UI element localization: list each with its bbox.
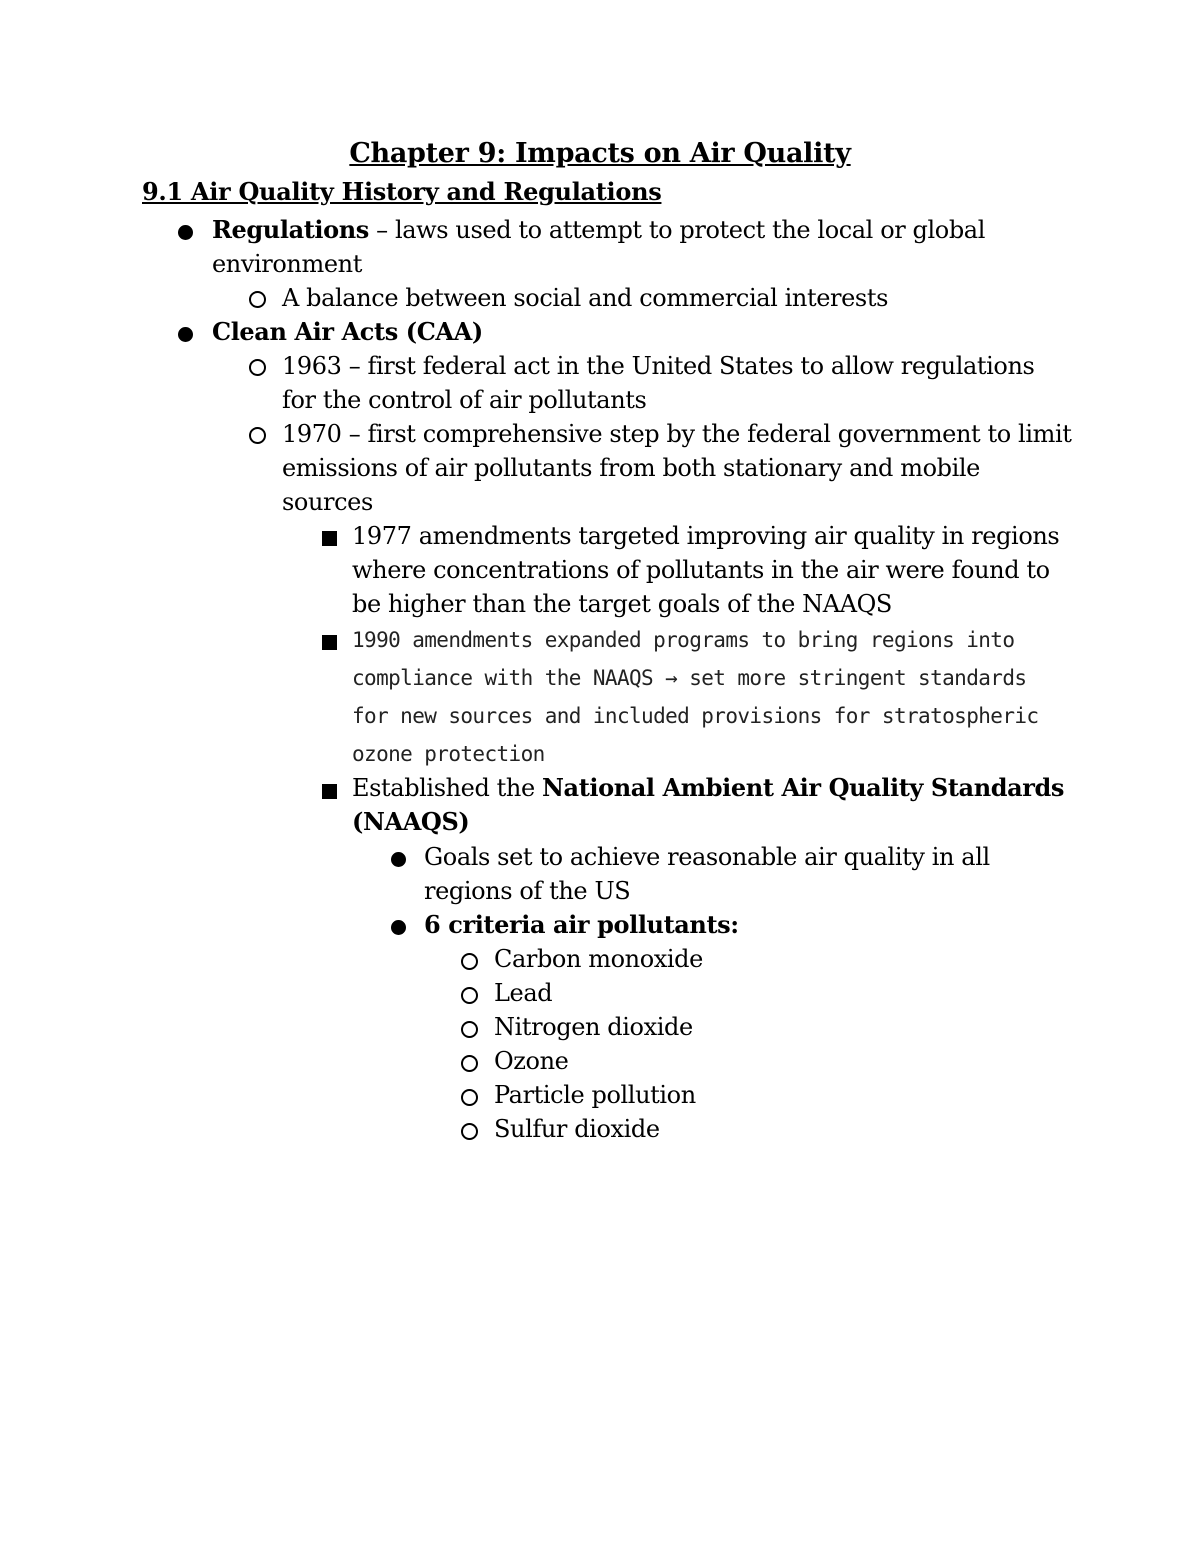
pollutant-item: Nitrogen dioxide — [494, 1013, 693, 1041]
bullet-circle-icon — [461, 987, 478, 1004]
list-item-goals: Goals set to achieve reasonable air quality in all regions of the US — [424, 843, 990, 905]
bullet-circle-icon — [461, 1021, 478, 1038]
page-title: Chapter 9: Impacts on Air Quality — [349, 138, 851, 169]
bullet-circle-icon — [461, 953, 478, 970]
naaqs-name: National Ambient Air Quality Standards (NAAQS) — [352, 773, 1065, 836]
bullet-disc-icon — [178, 327, 193, 342]
bullet-square-icon — [322, 635, 337, 650]
bullet-square-icon — [322, 784, 337, 799]
pollutant-item: Ozone — [494, 1047, 569, 1075]
list-item-criteria: 6 criteria air pollutants: — [424, 910, 739, 939]
list-item-1970: 1970 – first comprehensive step by the federal government to limit emissions of air pollutants from both stationary and mobile sources — [282, 420, 1072, 516]
list-item-regulations — [212, 213, 992, 281]
pollutant-item: Carbon monoxide — [494, 945, 703, 973]
pollutant-item: Particle pollution — [494, 1081, 696, 1109]
list-item-balance: A balance between social and commercial interests — [282, 284, 888, 312]
bullet-circle-icon — [461, 1055, 478, 1072]
pollutant-item: Sulfur dioxide — [494, 1115, 660, 1143]
list-item-caa: Clean Air Acts (CAA) — [212, 317, 483, 346]
bullet-circle-icon — [249, 291, 266, 308]
established-prefix: Established the — [352, 774, 543, 802]
bullet-disc-icon — [391, 852, 406, 867]
bullet-square-icon — [322, 531, 337, 546]
bullet-disc-icon — [178, 225, 193, 240]
bullet-disc-icon — [391, 920, 406, 935]
bullet-circle-icon — [249, 359, 266, 376]
list-item-1963: 1963 – first federal act in the United States to allow regulations for the control of air pollutants — [282, 352, 1035, 414]
regulations-definition: – laws used to attempt to protect the local or global environment — [212, 216, 985, 278]
section-heading: 9.1 Air Quality History and Regulations — [142, 177, 662, 206]
term-regulations: Regulations — [212, 215, 369, 244]
bullet-circle-icon — [249, 427, 266, 444]
list-item-1977: 1977 amendments targeted improving air quality in regions where concentrations of pollutants in the air were found to be higher than the target goals of the NAAQS — [352, 522, 1060, 618]
list-item-1990: 1990 amendments expanded programs to bring regions into compliance with the NAAQS → set more stringent standards for new sources and included provisions for stratospheric ozone protection — [352, 628, 1039, 766]
bullet-circle-icon — [461, 1089, 478, 1106]
pollutant-item: Lead — [494, 979, 553, 1007]
bullet-circle-icon — [461, 1123, 478, 1140]
list-item-established — [352, 771, 1072, 839]
